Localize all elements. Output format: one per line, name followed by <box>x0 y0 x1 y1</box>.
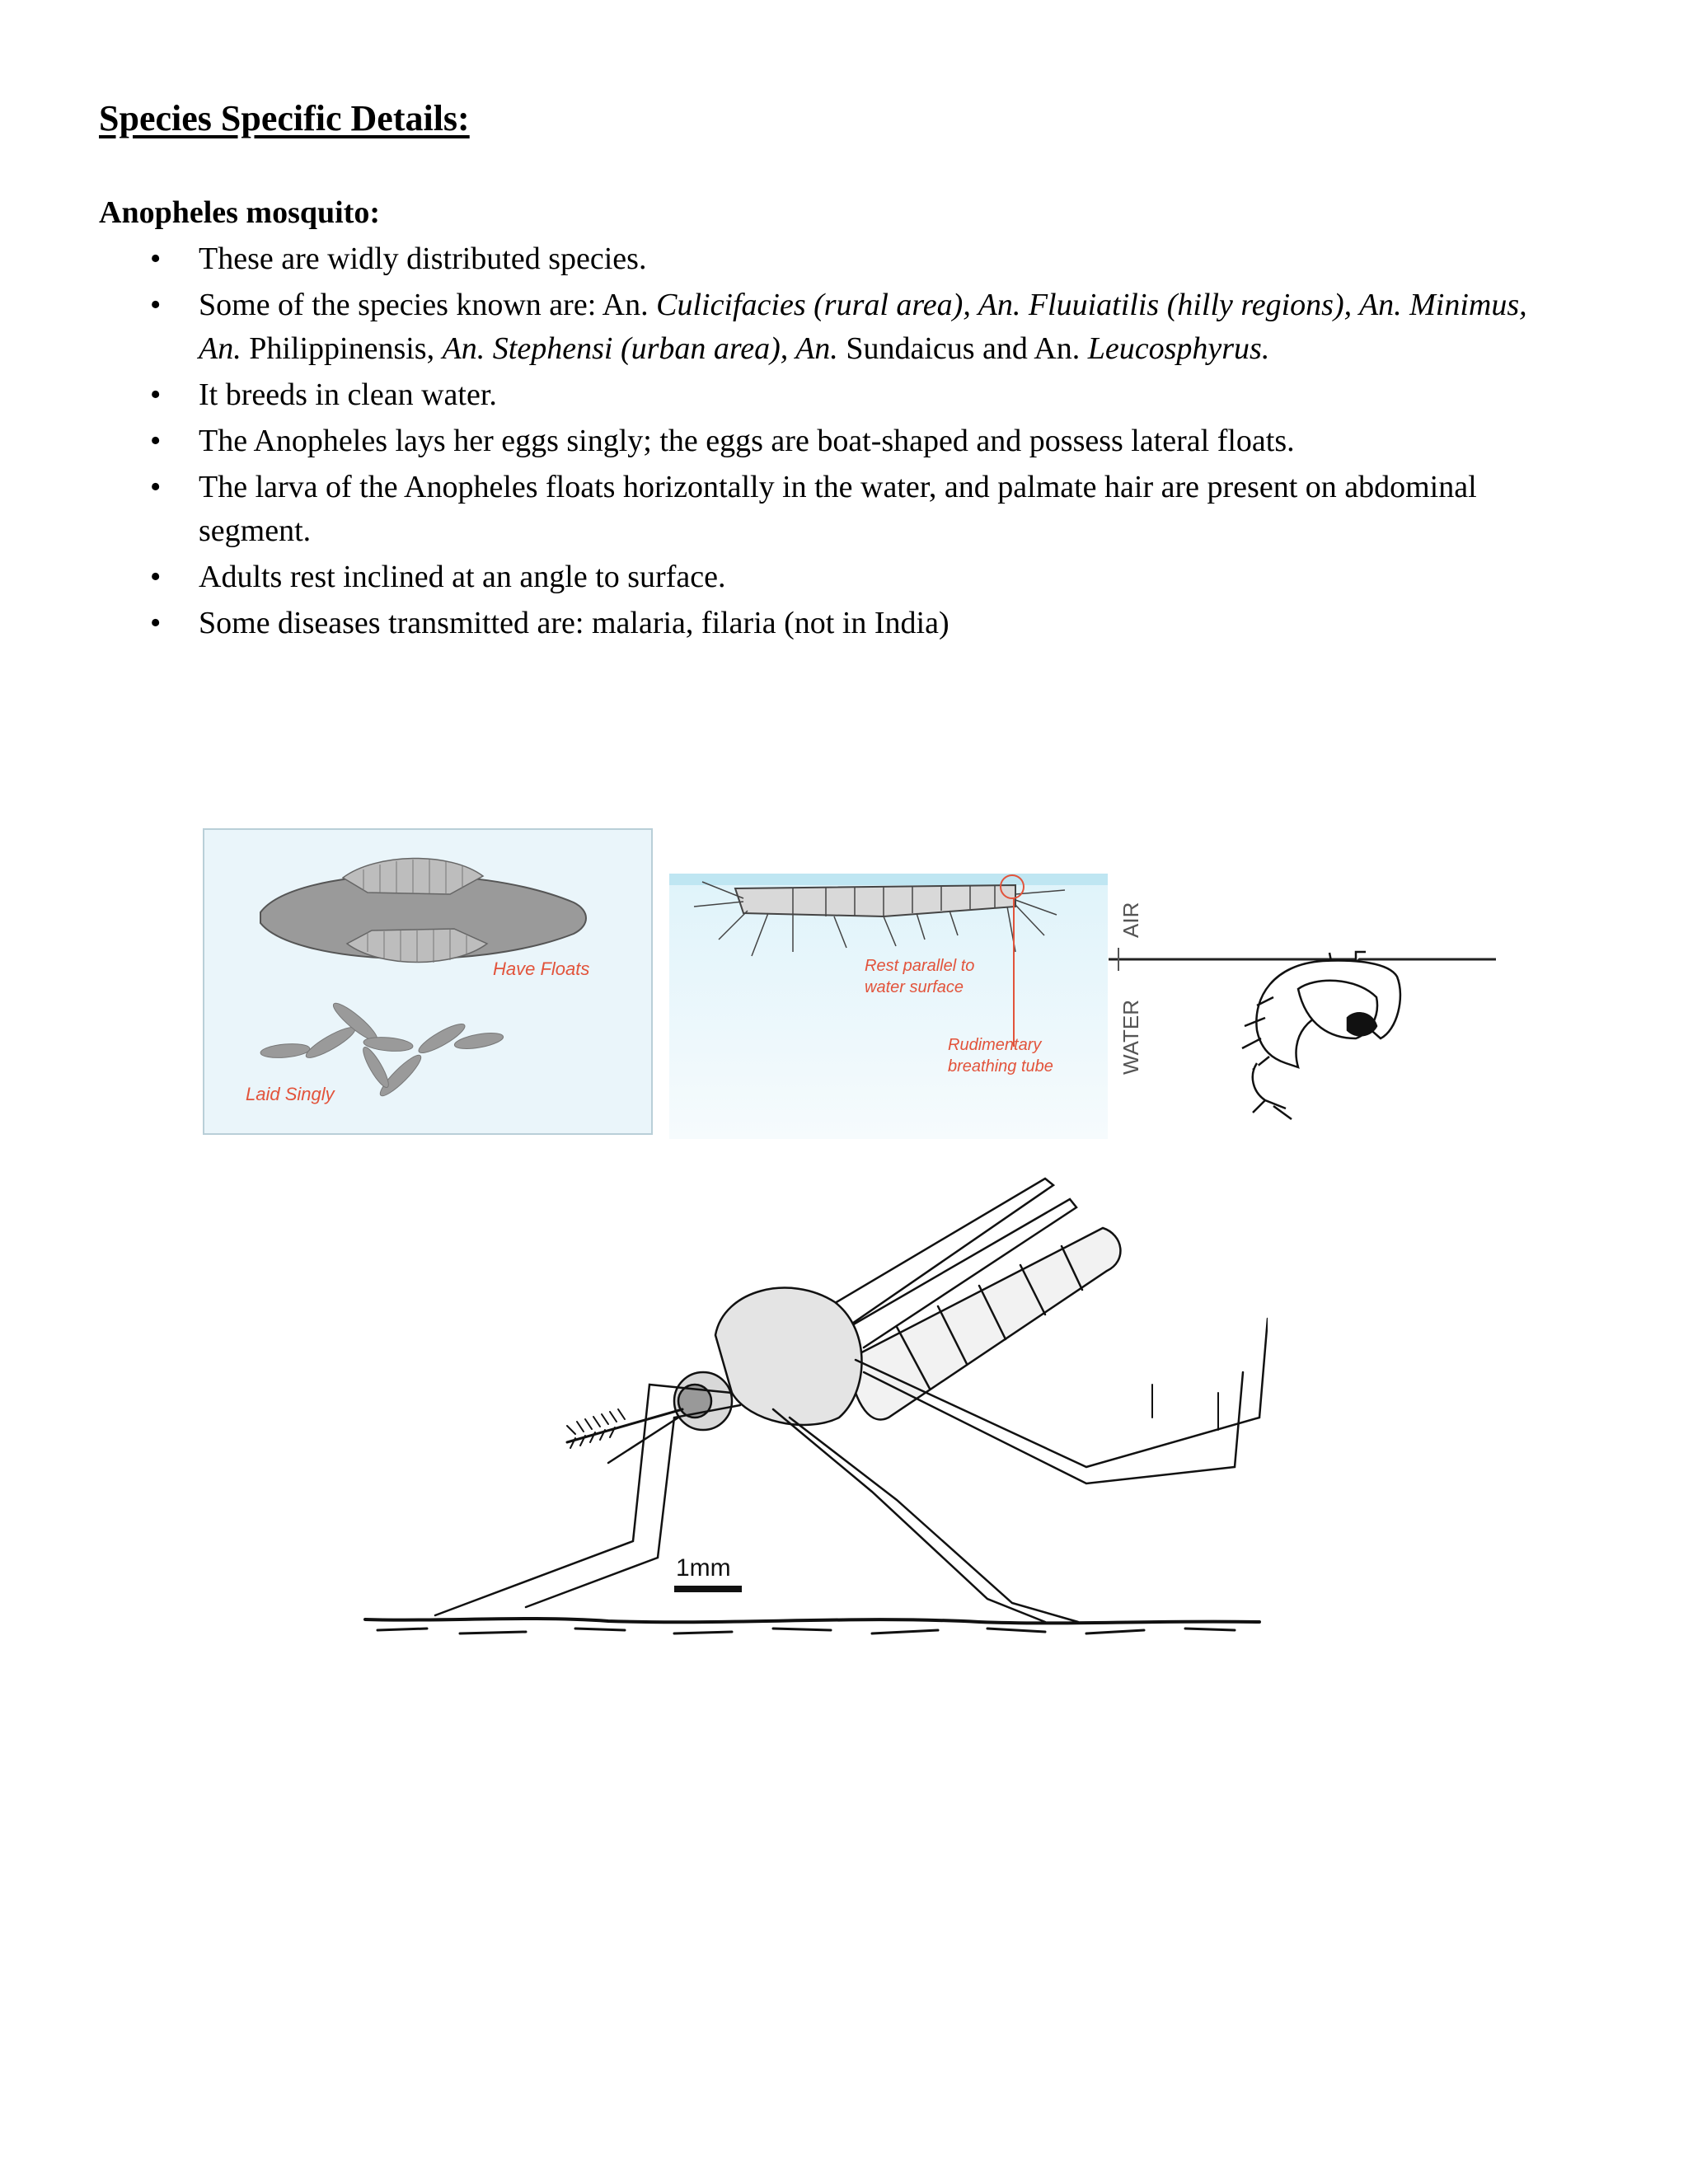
bullet-item <box>99 602 1566 645</box>
laid-singly-label: Laid Singly <box>246 1084 335 1104</box>
bullet-text: These are widly distributed species. <box>199 241 647 276</box>
eggs-figure <box>203 828 653 1135</box>
bullet-text: It breeds in clean water. <box>199 377 497 412</box>
bullet-text: Some diseases transmitted are: malaria, filaria (not in India) <box>199 606 950 640</box>
rest-parallel-label: Rest parallel to <box>865 957 975 975</box>
bullet-text: The Anopheles lays her eggs singly; the eggs are boat-shaped and possess lateral floats. <box>199 424 1295 458</box>
bullet-text: Philippinensis, <box>241 331 443 366</box>
larva-figure <box>669 874 1108 1139</box>
air-label: AIR <box>1118 902 1143 938</box>
water-label: WATER <box>1118 1000 1143 1075</box>
bullet-item <box>99 373 1566 417</box>
species-heading: Anopheles mosquito: <box>99 195 380 230</box>
bullet-item <box>99 419 1566 463</box>
italic-text: Culicifacies (rural area), An. Fluuiatilis (hilly regions), An. Minimus, An. <box>199 288 1527 366</box>
floats-label: Have Floats <box>493 958 590 979</box>
bullet-item <box>99 466 1566 553</box>
bullet-text: Sundaicus and An. <box>837 331 1088 366</box>
breathing-tube-label: breathing tube <box>948 1057 1053 1076</box>
pupa-figure <box>1109 874 1496 1121</box>
bullet-text: Adults rest inclined at an angle to surface. <box>199 560 726 594</box>
water-surface-label: water surface <box>865 978 964 996</box>
italic-text: Leucosphyrus. <box>1087 331 1270 366</box>
adult-mosquito-figure <box>361 1170 1268 1657</box>
section-heading: Species Specific Details: <box>99 98 470 138</box>
scale-bar-label: 1mm <box>676 1554 731 1582</box>
bullet-item <box>99 555 1566 599</box>
rudimentary-label: Rudimentary <box>948 1036 1042 1054</box>
species-facts-list <box>99 237 1566 648</box>
bullet-item <box>99 284 1566 371</box>
bullet-text: The larva of the Anopheles floats horizontally in the water, and palmate hair are present on abdominal segment. <box>199 470 1477 548</box>
bullet-item <box>99 237 1566 281</box>
italic-text: An. Stephensi (urban area), An. <box>442 331 838 366</box>
bullet-text: Some of the species known are: An. <box>199 288 657 322</box>
